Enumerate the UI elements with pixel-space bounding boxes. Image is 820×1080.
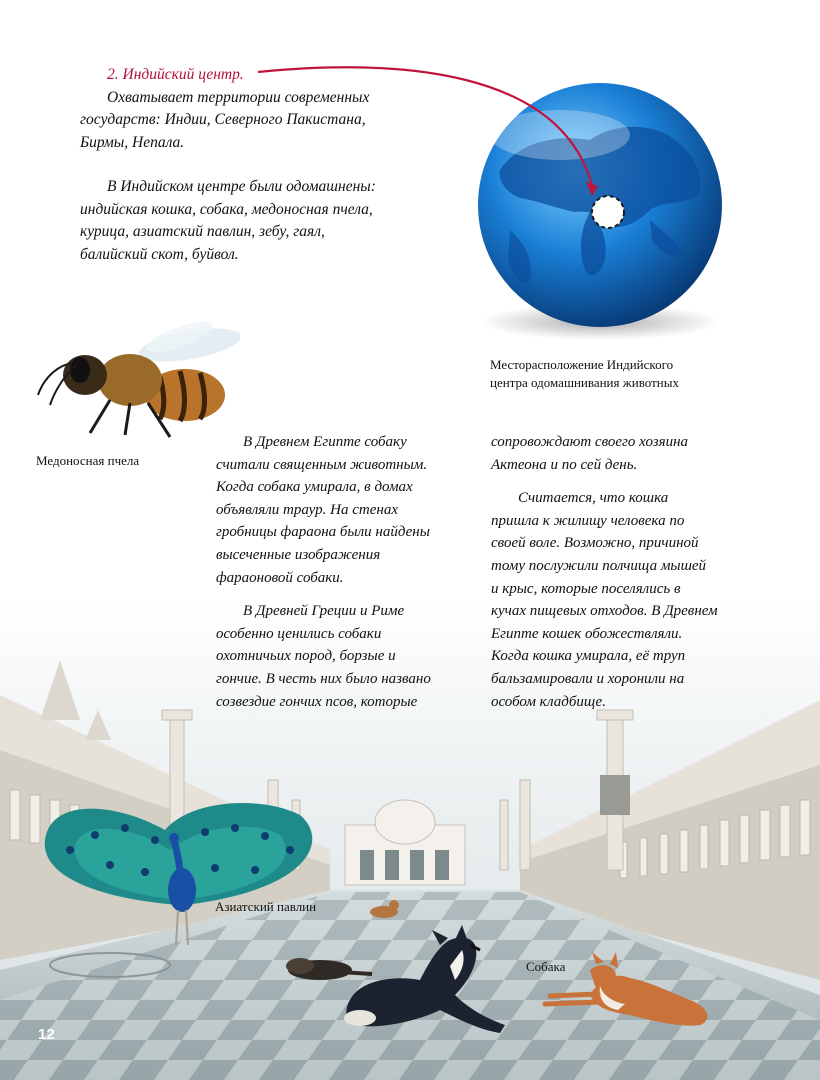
- column-line: охотничьих пород, борзые и: [216, 648, 396, 665]
- dog-caption: Собака: [526, 959, 566, 974]
- intro-line: государств: Индии, Северного Пакистана,: [80, 111, 366, 128]
- column-line: фараоновой собаки.: [216, 569, 344, 586]
- column-line: Египте кошек обожествляли.: [491, 625, 683, 642]
- globe-caption: [490, 356, 679, 392]
- intro-line: Бирмы, Непала.: [80, 133, 185, 151]
- column-line: пришла к жилищу человека по: [491, 512, 685, 529]
- column-line: тому послужили полчища мышей: [491, 557, 707, 574]
- intro-line: Охватывает территории современных: [107, 88, 370, 106]
- domestic-line: индийская кошка, собака, медоносная пчела,: [80, 200, 373, 218]
- bee-image: [30, 315, 240, 440]
- column-line: считали священным животным.: [216, 456, 428, 473]
- page-number: 12: [38, 1026, 55, 1043]
- column-line: гончие. В честь них было названо: [216, 670, 431, 687]
- domestic-line: В Индийском центре были одомашнены:: [107, 178, 376, 195]
- text-column-left: [216, 431, 466, 713]
- column-line: бальзамировали и хоронили на: [491, 670, 685, 687]
- domestic-line: балийский скот, буйвол.: [80, 245, 239, 263]
- column-line: кучах пищевых отходов. В Древнем: [491, 603, 718, 620]
- column-line: особом кладбище.: [491, 693, 606, 710]
- column-line: своей воле. Возможно, причиной: [491, 535, 699, 552]
- column-line: Считается, что кошка: [518, 490, 669, 507]
- column-line: объявляли траур. На стенах: [216, 501, 398, 518]
- column-line: особенно ценились собаки: [216, 625, 382, 642]
- column-line: созвездие гончих псов, которые: [216, 693, 418, 710]
- column-line: и крыс, которые поселялись в: [491, 580, 681, 597]
- column-line: Когда кошка умирала, её труп: [491, 648, 686, 665]
- globe-caption-line: центра одомашнивания животных: [490, 375, 679, 390]
- column-line: гробницы фараона были найдены: [216, 524, 430, 541]
- peacock-caption: Азиатский павлин: [215, 899, 317, 914]
- column-line: Когда собака умирала, в домах: [216, 479, 413, 496]
- column-line: Актеона и по сей день.: [491, 456, 638, 473]
- section-number: 2.: [107, 66, 119, 83]
- text-column-right: [491, 431, 761, 713]
- column-line: В Древнем Египте собаку: [243, 434, 407, 450]
- arrow-pointer: [0, 0, 820, 260]
- column-line: высеченные изображения: [216, 546, 381, 563]
- globe-caption-line: Месторасположение Индийского: [490, 357, 674, 372]
- column-line: сопровождают своего хозяина: [491, 434, 689, 450]
- domestic-line: курица, азиатский павлин, зебу, гаял,: [80, 223, 325, 240]
- section-title: Индийский центр.: [122, 66, 244, 83]
- bee-caption: Медоносная пчела: [36, 453, 140, 468]
- column-line: В Древней Греции и Риме: [243, 603, 405, 620]
